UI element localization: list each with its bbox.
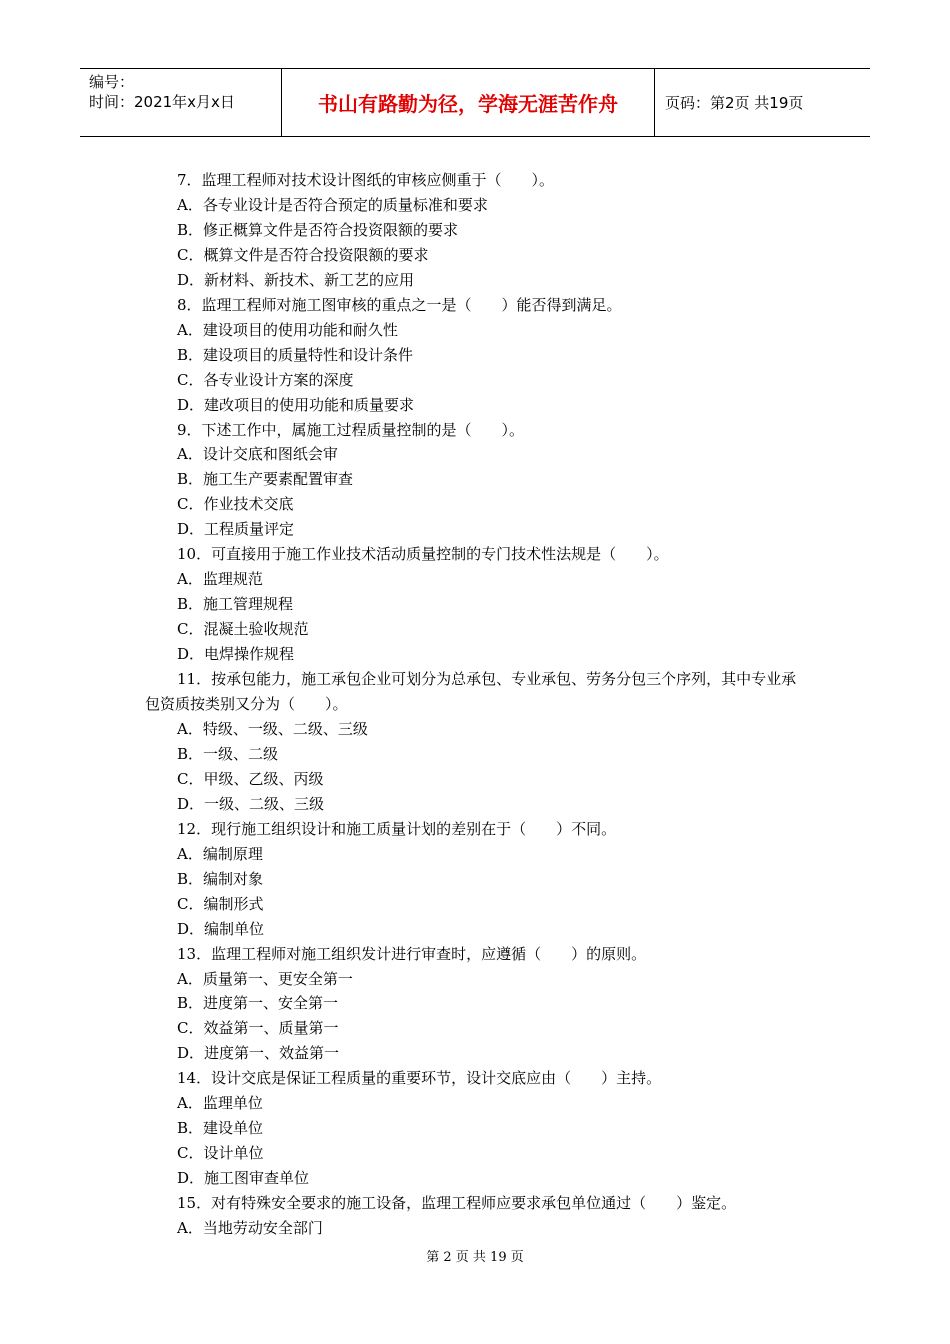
text-line: A．各专业设计是否符合预定的质量标准和要求 bbox=[177, 195, 488, 214]
doc-id-label: 编号： bbox=[89, 73, 135, 91]
text-line: C．作业技术交底 bbox=[177, 495, 294, 514]
text-line: B．建设项目的质量特性和设计条件 bbox=[177, 345, 414, 364]
text-line: 12．现行施工组织设计和施工质量计划的差别在于（ ）不同。 bbox=[177, 819, 617, 838]
text-line: 7．监理工程师对技术设计图纸的审核应侧重于（ ）。 bbox=[177, 171, 555, 189]
text-line: A．当地劳动安全部门 bbox=[177, 1219, 323, 1238]
text-line: 11．按承包能力，施工承包企业可划分为总承包、专业承包、劳务分包三个序列，其中专业承包资质按类别又分为（ ）。 bbox=[145, 670, 797, 714]
text-line: B．进度第一、安全第一 bbox=[177, 994, 339, 1013]
text-line: A．编制原理 bbox=[177, 844, 263, 863]
text-line: B．施工管理规程 bbox=[177, 595, 294, 614]
text-line: D．进度第一、效益第一 bbox=[177, 1044, 340, 1063]
text-line: B．一级、二级 bbox=[177, 744, 279, 763]
page-header bbox=[80, 68, 870, 137]
text-line: B．编制对象 bbox=[177, 869, 264, 888]
text-line: B．修正概算文件是否符合投资限额的要求 bbox=[177, 220, 459, 239]
text-line: 15．对有特殊安全要求的施工设备，监理工程师应要求承包单位通过（ ）鉴定。 bbox=[177, 1194, 737, 1213]
text-line: 10．可直接用于施工作业技术活动质量控制的专门技术性法规是（ ）。 bbox=[177, 545, 669, 564]
text-line: C．效益第一、质量第一 bbox=[177, 1019, 339, 1038]
text-line: D．编制单位 bbox=[177, 919, 265, 938]
text-line: 13．监理工程师对施工组织发计进行审查时，应遵循（ ）的原则。 bbox=[177, 944, 647, 963]
text-line: B．施工生产要素配置审查 bbox=[177, 470, 354, 489]
text-line: C．概算文件是否符合投资限额的要求 bbox=[177, 245, 429, 264]
header-meta bbox=[80, 69, 282, 136]
page-footer: 第 2 页 共 19 页 bbox=[426, 1250, 524, 1265]
text-line: C．甲级、乙级、丙级 bbox=[177, 769, 324, 788]
header-motto: 书山有路勤为径，学海无涯苦作舟 bbox=[282, 69, 655, 136]
text-line: C．各专业设计方案的深度 bbox=[177, 370, 354, 389]
text-line: 14．设计交底是保证工程质量的重要环节，设计交底应由（ ）主持。 bbox=[177, 1069, 662, 1088]
doc-date-label: 时间：2021年x月x日 bbox=[89, 93, 235, 111]
text-line: D．施工图审查单位 bbox=[177, 1169, 310, 1188]
text-line: 8．监理工程师对施工图审核的重点之一是（ ）能否得到满足。 bbox=[177, 295, 622, 314]
text-line: D．电焊操作规程 bbox=[177, 645, 295, 664]
text-line: A．设计交底和图纸会审 bbox=[177, 445, 338, 464]
text-line: A．建设项目的使用功能和耐久性 bbox=[177, 320, 398, 339]
text-line: C．混凝土验收规范 bbox=[177, 620, 309, 639]
text-line: A．监理规范 bbox=[177, 570, 263, 589]
header-page-info: 页码：第2页 共19页 bbox=[665, 94, 804, 112]
question-list bbox=[145, 168, 810, 1241]
text-line: D．建改项目的使用功能和质量要求 bbox=[177, 395, 415, 414]
text-line: D．新材料、新技术、新工艺的应用 bbox=[177, 270, 415, 289]
text-line: D．一级、二级、三级 bbox=[177, 794, 325, 813]
text-line: A．监理单位 bbox=[177, 1094, 263, 1113]
text-line: C．编制形式 bbox=[177, 894, 264, 913]
text-line: A．质量第一、更安全第一 bbox=[177, 969, 353, 988]
text-line: C．设计单位 bbox=[177, 1144, 264, 1163]
text-line: 9．下述工作中，属施工过程质量控制的是（ ）。 bbox=[177, 420, 525, 439]
text-line: B．建设单位 bbox=[177, 1119, 264, 1138]
text-line: D．工程质量评定 bbox=[177, 520, 295, 539]
text-line: A．特级、一级、二级、三级 bbox=[177, 719, 368, 738]
